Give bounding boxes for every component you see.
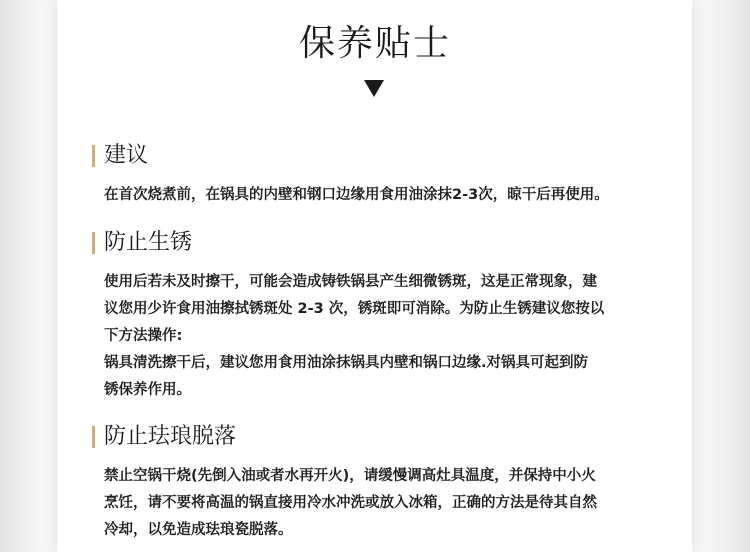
section-body-suggestion bbox=[104, 182, 652, 209]
body-line: 禁止空锅干烧(先倒入油或者水再开火)，请缓慢调高灶具温度，并保持中小火 bbox=[104, 468, 596, 484]
body-line: 下方法操作: bbox=[104, 328, 183, 344]
body-line: 烹饪，请不要将高温的锅直接用冷水冲洗或放入冰箱，正确的方法是待其自然 bbox=[104, 495, 597, 511]
section-heading-rust-prevention bbox=[92, 230, 192, 256]
body-line: 锅具清洗擦干后，建议您用食用油涂抹锅具内壁和锅口边缘.对锅具可起到防 bbox=[104, 355, 589, 371]
heading-accent-bar bbox=[92, 145, 95, 167]
heading-accent-bar bbox=[92, 426, 95, 448]
section-heading-label: 防止生锈 bbox=[104, 230, 193, 255]
section-body-rust-prevention bbox=[104, 269, 652, 404]
section-heading-label: 建议 bbox=[104, 143, 149, 168]
triangle-down-icon bbox=[364, 80, 384, 97]
body-line: 使用后若未及时擦干，可能会造成铸铁锅县产生细微锈斑，这是正常现象，建 bbox=[104, 274, 597, 290]
section-heading-enamel-protection bbox=[92, 424, 236, 450]
heading-accent-bar bbox=[92, 232, 95, 254]
section-body-enamel-protection bbox=[104, 463, 652, 544]
page-title: 保养贴士 bbox=[298, 23, 451, 64]
body-line: 冷却，以免造成珐琅瓷脱落。 bbox=[104, 522, 293, 538]
body-line: 在首次烧煮前，在锅具的内壁和钢口边缘用食用油涂抹2-3次，晾干后再使用。 bbox=[104, 187, 609, 203]
body-line: 锈保养作用。 bbox=[104, 382, 191, 398]
body-line: 议您用少许食用油擦拭锈斑处 2-3 次，锈斑即可消除。为防止生锈建议您按以 bbox=[104, 301, 605, 317]
section-heading-label: 防止珐琅脱落 bbox=[104, 424, 237, 449]
section-heading-suggestion bbox=[92, 143, 148, 169]
